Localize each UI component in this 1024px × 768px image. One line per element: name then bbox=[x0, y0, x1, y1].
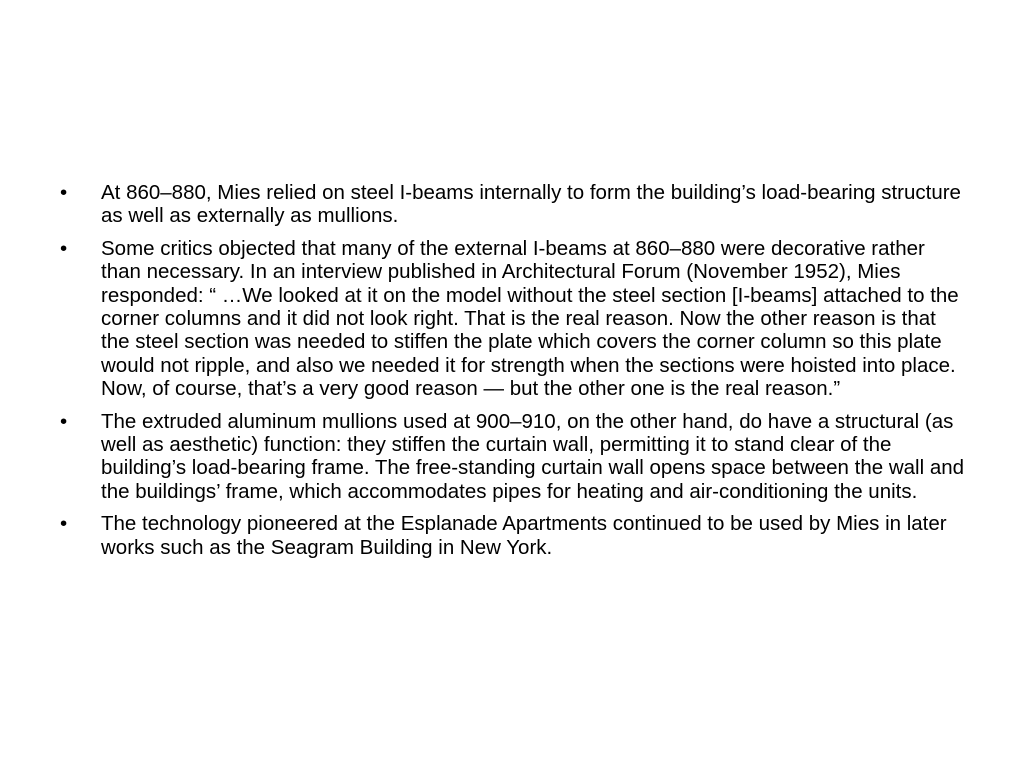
bullet-item-4 bbox=[60, 512, 970, 559]
bullet-icon: • bbox=[60, 236, 68, 260]
bullet-icon: • bbox=[60, 181, 68, 204]
bullet-text-1: At 860–880, Mies relied on steel I-beams internally to form the building’s load-bearing structure as well as externally as mullions. bbox=[101, 181, 961, 228]
bullet-item-2 bbox=[60, 237, 970, 401]
bullet-text-2: Some critics objected that many of the external I-beams at 860–880 were decorative rather than necessary. In an interview published in Architectural Forum (November 1952), Mies responded: “ …We looked at it on the model without the steel section [I-beams] attached to the corner columns and it did not look right. That is the real reason. Now the other reason is that the steel section was needed to stiffen the plate which covers the corner column so this plate would not ripple, and also we needed it for strength when the sections were hoisted into place. Now, of course, that’s a very good reason — but the other one is the real reason.” bbox=[101, 236, 959, 401]
bullet-text-4: The technology pioneered at the Esplanade Apartments continued to be used by Mies in later works such as the Seagram Building in New York. bbox=[101, 512, 947, 559]
bullet-text-3: The extruded aluminum mullions used at 900–910, on the other hand, do have a structural (as well as aesthetic) function: they stiffen the curtain wall, permitting it to stand clear of the building’s load-bearing frame. The free-standing curtain wall opens space between the wall and the buildings’ frame, which accommodates pipes for heating and air-conditioning the units. bbox=[101, 409, 965, 503]
bullet-item-1 bbox=[60, 181, 970, 228]
bullet-item-3 bbox=[60, 410, 970, 504]
bullet-icon: • bbox=[60, 512, 68, 536]
bullet-list bbox=[60, 181, 970, 568]
bullet-icon: • bbox=[60, 409, 68, 433]
